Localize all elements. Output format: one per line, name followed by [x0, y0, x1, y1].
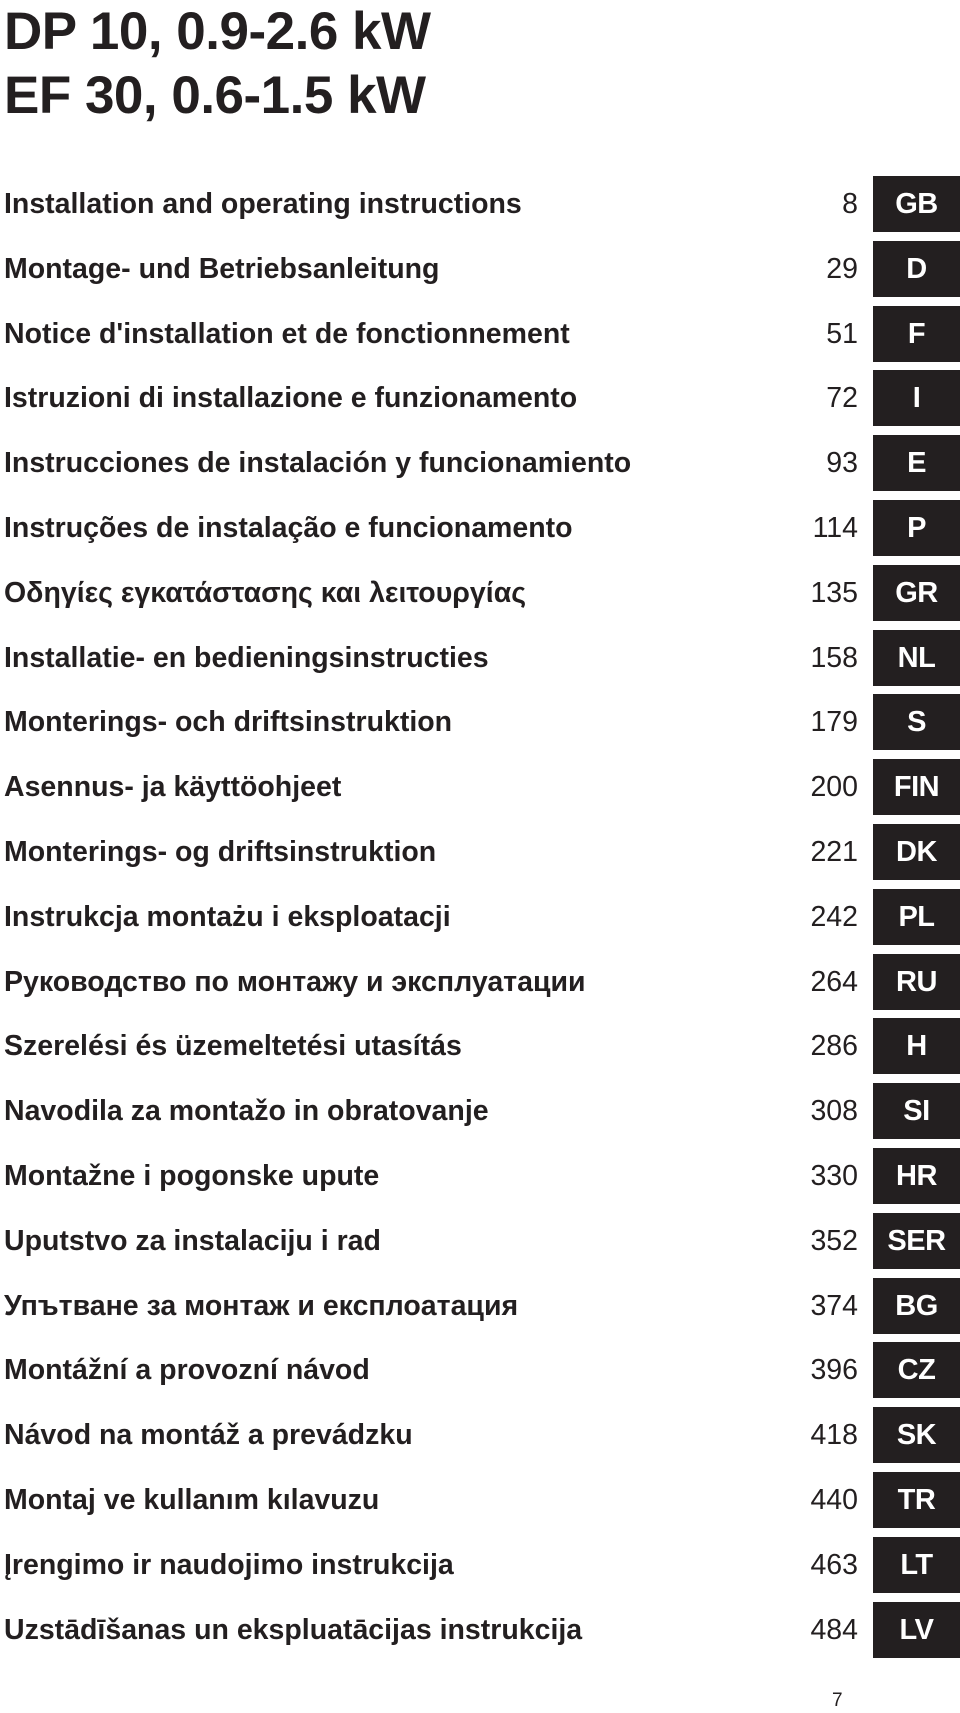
toc-page-number: 374 [810, 1289, 858, 1322]
toc-label: Navodila za montažo in obratovanje [4, 1095, 489, 1128]
toc-row[interactable] [0, 954, 960, 1019]
toc-row[interactable] [0, 1472, 960, 1537]
language-code-badge: GB [873, 176, 960, 232]
toc-label: Návod na montáž a prevádzku [4, 1419, 413, 1452]
language-code-badge: D [873, 241, 960, 297]
title-line-2: EF 30, 0.6-1.5 kW [4, 66, 426, 125]
language-code-badge: GR [873, 565, 960, 621]
toc-row[interactable] [0, 1018, 960, 1083]
toc-row[interactable] [0, 694, 960, 759]
toc-label: Οδηγίες εγκατάστασης και λειτουργίας [4, 576, 527, 609]
toc-page-number: 418 [810, 1419, 858, 1452]
toc-page-number: 200 [810, 771, 858, 804]
toc-row[interactable] [0, 824, 960, 889]
toc-row[interactable] [0, 565, 960, 630]
toc-page-number: 72 [826, 382, 858, 415]
toc-page-number: 51 [826, 317, 858, 350]
toc-page-number: 463 [810, 1548, 858, 1581]
toc-page-number: 264 [810, 965, 858, 998]
toc-page-number: 114 [812, 511, 858, 544]
language-code-badge: SI [873, 1083, 960, 1139]
toc-row[interactable] [0, 176, 960, 241]
toc-row[interactable] [0, 1602, 960, 1667]
toc-page-number: 484 [810, 1613, 858, 1646]
language-code-badge: SER [873, 1213, 960, 1269]
toc-label: Asennus- ja käyttöohjeet [4, 771, 342, 804]
language-code-badge: F [873, 306, 960, 362]
toc-page-number: 29 [826, 252, 858, 285]
language-code-badge: CZ [873, 1342, 960, 1398]
language-code-badge: P [873, 500, 960, 556]
toc-label: Szerelési és üzemeltetési utasítás [4, 1030, 462, 1063]
language-code-badge: FIN [873, 759, 960, 815]
language-code-badge: NL [873, 630, 960, 686]
language-code-badge: TR [873, 1472, 960, 1528]
toc-row[interactable] [0, 500, 960, 565]
toc-row[interactable] [0, 1407, 960, 1472]
language-code-badge: PL [873, 889, 960, 945]
toc-label: Montážní a provozní návod [4, 1354, 370, 1387]
language-code-badge: SK [873, 1407, 960, 1463]
toc-row[interactable] [0, 1148, 960, 1213]
toc-page-number: 93 [826, 447, 858, 480]
toc-label: Installation and operating instructions [4, 188, 522, 220]
language-code-badge: H [873, 1018, 960, 1074]
language-code-badge: RU [873, 954, 960, 1010]
toc-page-number: 352 [810, 1224, 858, 1257]
language-code-badge: S [873, 694, 960, 750]
toc-row[interactable] [0, 370, 960, 435]
toc-label: Montaj ve kullanım kılavuzu [4, 1483, 380, 1516]
toc-page-number: 242 [810, 900, 858, 933]
toc-label: Notice d'installation et de fonctionnement [4, 317, 570, 350]
document-title [4, 0, 431, 128]
language-code-badge: I [873, 370, 960, 426]
toc-row[interactable] [0, 759, 960, 824]
table-of-contents [0, 176, 960, 1666]
toc-page-number: 8 [842, 188, 858, 220]
page-number: 7 [832, 1690, 843, 1711]
toc-label: Uzstādīšanas un ekspluatācijas instrukcija [4, 1613, 583, 1646]
toc-page-number: 396 [810, 1354, 858, 1387]
toc-label: Monterings- og driftsinstruktion [4, 835, 437, 868]
toc-row[interactable] [0, 1278, 960, 1343]
toc-page-number: 158 [810, 641, 858, 674]
toc-page-number: 286 [810, 1030, 858, 1063]
language-code-badge: BG [873, 1278, 960, 1334]
toc-page-number: 440 [810, 1483, 858, 1516]
title-line-1: DP 10, 0.9-2.6 kW [4, 2, 431, 61]
toc-label: Montažne i pogonske upute [4, 1159, 380, 1192]
toc-row[interactable] [0, 435, 960, 500]
toc-row[interactable] [0, 1083, 960, 1148]
toc-page-number: 330 [810, 1159, 858, 1192]
toc-page-number: 308 [810, 1095, 858, 1128]
language-code-badge: E [873, 435, 960, 491]
toc-label: Montage- und Betriebsanleitung [4, 252, 440, 285]
toc-page-number: 221 [810, 835, 858, 868]
toc-row[interactable] [0, 1342, 960, 1407]
toc-row[interactable] [0, 1213, 960, 1278]
toc-row[interactable] [0, 630, 960, 695]
language-code-badge: LT [873, 1537, 960, 1593]
toc-label: Instruções de instalação e funcionamento [4, 511, 573, 544]
toc-label: Installatie- en bedieningsinstructies [4, 641, 489, 674]
toc-label: Упътване за монтаж и експлоатация [4, 1289, 519, 1322]
toc-label: Instrucciones de instalación y funcionamiento [4, 447, 632, 480]
toc-page-number: 135 [810, 576, 858, 609]
toc-label: Руководство по монтажу и эксплуатации [4, 965, 586, 998]
toc-row[interactable] [0, 241, 960, 306]
toc-label: Uputstvo za instalaciju i rad [4, 1224, 381, 1257]
toc-label: Instrukcja montażu i eksploatacji [4, 900, 451, 933]
toc-label: Monterings- och driftsinstruktion [4, 706, 453, 739]
toc-row[interactable] [0, 306, 960, 371]
toc-row[interactable] [0, 1537, 960, 1602]
language-code-badge: DK [873, 824, 960, 880]
toc-page-number: 179 [810, 706, 858, 739]
language-code-badge: LV [873, 1602, 960, 1658]
toc-label: Istruzioni di installazione e funzionamento [4, 382, 578, 415]
toc-row[interactable] [0, 889, 960, 954]
language-code-badge: HR [873, 1148, 960, 1204]
toc-label: Įrengimo ir naudojimo instrukcija [4, 1548, 454, 1581]
